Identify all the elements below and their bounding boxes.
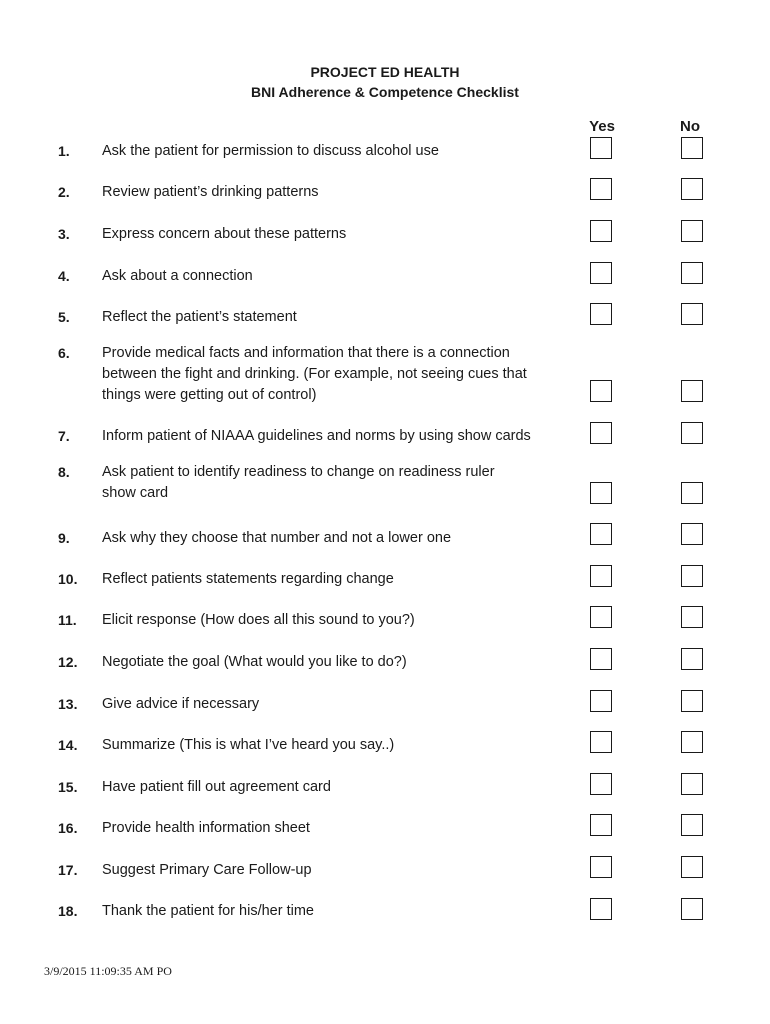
yes-checkbox[interactable] — [590, 523, 612, 545]
yes-checkbox[interactable] — [590, 482, 612, 504]
yes-checkbox[interactable] — [590, 137, 612, 159]
yes-checkbox[interactable] — [590, 262, 612, 284]
item-number: 15. — [58, 779, 78, 795]
item-text: Negotiate the goal (What would you like to do?) — [102, 654, 407, 670]
item-text: Ask patient to identify readiness to change on readiness ruler show card — [102, 464, 495, 501]
item-number: 4. — [58, 268, 70, 284]
item-number: 2. — [58, 184, 70, 200]
item-number: 18. — [58, 903, 78, 919]
no-checkbox[interactable] — [681, 814, 703, 836]
item-text: Thank the patient for his/her time — [102, 903, 314, 919]
item-text: Have patient fill out agreement card — [102, 779, 331, 795]
item-text: Give advice if necessary — [102, 696, 260, 712]
item-number: 17. — [58, 862, 78, 878]
no-checkbox[interactable] — [681, 648, 703, 670]
no-checkbox[interactable] — [681, 523, 703, 545]
yes-checkbox[interactable] — [590, 565, 612, 587]
yes-checkbox[interactable] — [590, 178, 612, 200]
item-text: Reflect patients statements regarding change — [102, 571, 394, 587]
no-checkbox[interactable] — [681, 220, 703, 242]
yes-checkbox[interactable] — [590, 606, 612, 628]
item-number: 1. — [58, 143, 70, 159]
yes-checkbox[interactable] — [590, 220, 612, 242]
item-text: Ask the patient for permission to discuss alcohol use — [102, 143, 439, 159]
no-checkbox[interactable] — [681, 856, 703, 878]
item-number: 3. — [58, 226, 70, 242]
item-number: 13. — [58, 696, 78, 712]
item-text: Ask why they choose that number and not a lower one — [102, 530, 452, 546]
no-checkbox[interactable] — [681, 731, 703, 753]
item-text: Express concern about these patterns — [102, 226, 347, 242]
yes-checkbox[interactable] — [590, 303, 612, 325]
item-number: 6. — [58, 345, 70, 361]
item-text: Review patient’s drinking patterns — [102, 184, 319, 200]
item-text: Reflect the patient’s statement — [102, 309, 297, 325]
item-number: 5. — [58, 309, 70, 325]
item-text: Summarize (This is what I’ve heard you say..) — [102, 737, 395, 753]
item-number: 12. — [58, 654, 78, 670]
no-checkbox[interactable] — [681, 898, 703, 920]
footer-timestamp: 3/9/2015 11:09:35 AM PO — [44, 964, 172, 978]
item-number: 7. — [58, 428, 70, 444]
no-checkbox[interactable] — [681, 690, 703, 712]
yes-checkbox[interactable] — [590, 814, 612, 836]
item-number: 14. — [58, 737, 78, 753]
no-checkbox[interactable] — [681, 482, 703, 504]
yes-checkbox[interactable] — [590, 856, 612, 878]
no-checkbox[interactable] — [681, 262, 703, 284]
no-checkbox[interactable] — [681, 380, 703, 402]
item-number: 11. — [58, 612, 77, 628]
item-number: 9. — [58, 530, 70, 546]
item-number: 10. — [58, 571, 78, 587]
no-checkbox[interactable] — [681, 773, 703, 795]
no-checkbox[interactable] — [681, 606, 703, 628]
no-checkbox[interactable] — [681, 565, 703, 587]
page-subtitle: BNI Adherence & Competence Checklist — [251, 84, 519, 100]
no-checkbox[interactable] — [681, 422, 703, 444]
item-text: Suggest Primary Care Follow-up — [102, 862, 312, 878]
no-checkbox[interactable] — [681, 178, 703, 200]
yes-checkbox[interactable] — [590, 422, 612, 444]
no-checkbox[interactable] — [681, 137, 703, 159]
item-text: Provide medical facts and information that there is a connection between the fight and drinking. (For example, not seeing cues that things were getting out of control) — [102, 345, 527, 403]
item-text: Elicit response (How does all this sound to you?) — [102, 612, 415, 628]
yes-checkbox[interactable] — [590, 380, 612, 402]
yes-checkbox[interactable] — [590, 773, 612, 795]
yes-checkbox[interactable] — [590, 898, 612, 920]
page-title: PROJECT ED HEALTH — [310, 64, 460, 80]
yes-column-header: Yes — [589, 118, 615, 135]
no-column-header: No — [680, 118, 700, 135]
yes-checkbox[interactable] — [590, 731, 612, 753]
no-checkbox[interactable] — [681, 303, 703, 325]
yes-checkbox[interactable] — [590, 648, 612, 670]
item-text: Provide health information sheet — [102, 820, 310, 836]
yes-checkbox[interactable] — [590, 690, 612, 712]
item-text: Inform patient of NIAAA guidelines and norms by using show cards — [102, 428, 531, 444]
item-text: Ask about a connection — [102, 268, 253, 284]
item-number: 16. — [58, 820, 78, 836]
item-number: 8. — [58, 464, 70, 480]
